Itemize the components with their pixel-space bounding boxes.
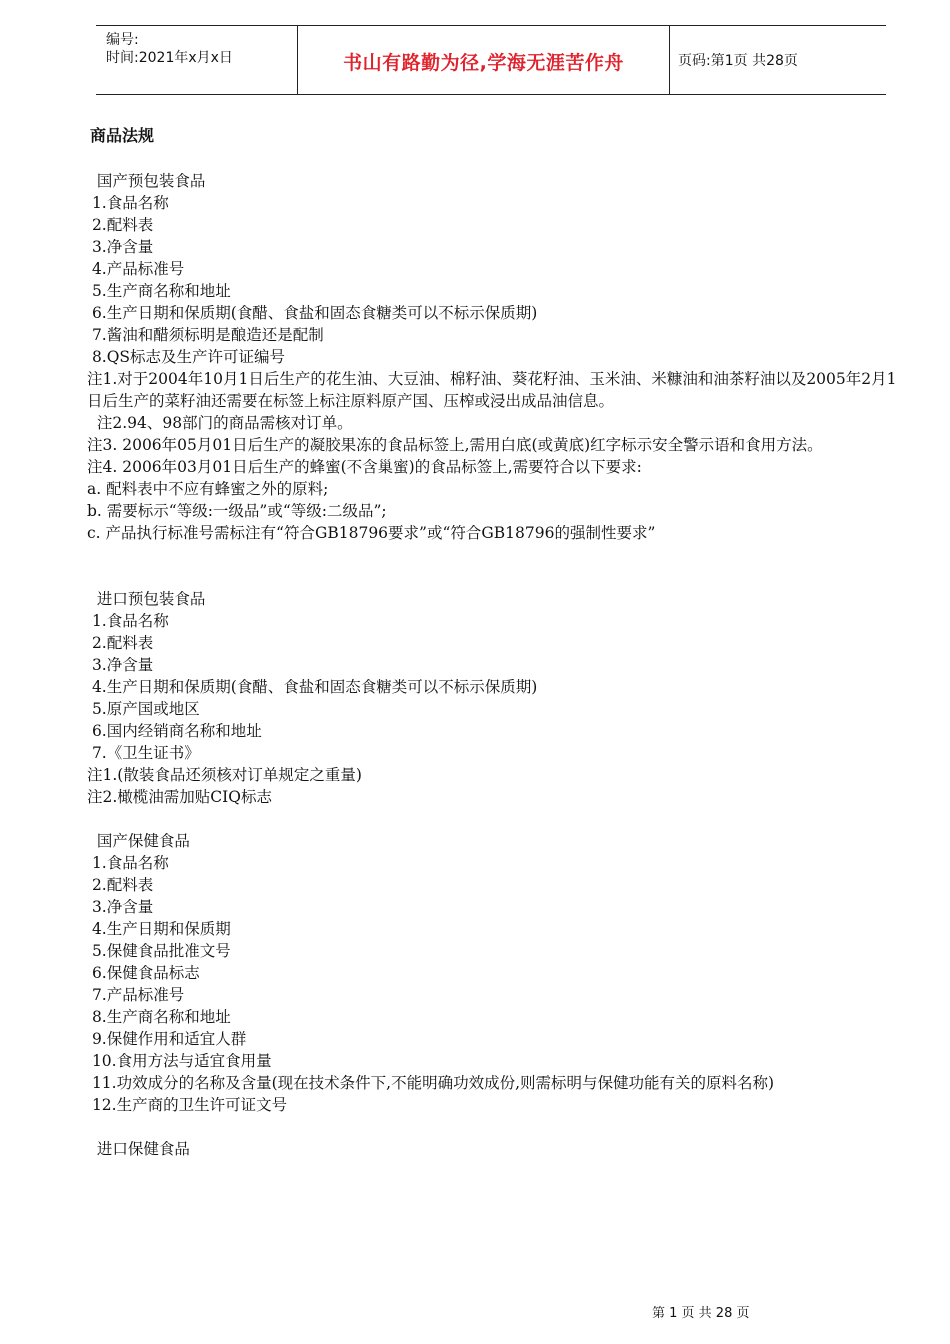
- note-subitem: c. 产品执行标准号需标注有“符合GB18796要求”或“符合GB18796的强制性要求”: [87, 524, 656, 542]
- list-item: 5.生产商名称和地址: [87, 282, 231, 300]
- list-item: 2.配料表: [87, 876, 154, 894]
- list-item: 4.生产日期和保质期: [87, 920, 231, 938]
- note: 注2.橄榄油需加贴CIQ标志: [87, 788, 272, 806]
- list-item: 5.保健食品批准文号: [87, 942, 231, 960]
- spacer: [87, 1116, 897, 1138]
- section-heading: 国产保健食品: [87, 832, 190, 850]
- list-item: 6.生产日期和保质期(食醋、食盐和固态食糖类可以不标示保质期): [87, 304, 538, 322]
- list-item: 3.净含量: [87, 656, 154, 674]
- note: 注1.(散装食品还须核对订单规定之重量): [87, 766, 362, 784]
- list-item: 7.酱油和醋须标明是酿造还是配制: [87, 326, 324, 344]
- section-heading: 进口预包装食品: [87, 590, 206, 608]
- list-item: 4.产品标准号: [87, 260, 185, 278]
- list-item: 2.配料表: [87, 216, 154, 234]
- list-item: 6.国内经销商名称和地址: [87, 722, 262, 740]
- header-page-number: 页码:第1页 共28页: [678, 53, 798, 69]
- spacer: [87, 808, 897, 830]
- list-item: 3.净含量: [87, 238, 154, 256]
- list-item: 1.食品名称: [87, 612, 169, 630]
- section-heading: 进口保健食品: [87, 1140, 190, 1158]
- note: 注3. 2006年05月01日后生产的凝胶果冻的食品标签上,需用白底(或黄底)红字标示安全警示语和食用方法。: [87, 436, 823, 454]
- note: 注1.对于2004年10月1日后生产的花生油、大豆油、棉籽油、葵花籽油、玉米油、米糠油和油茶籽油以及2005年2月1日后生产的菜籽油还需要在标签上标注原料原产国、压榨或浸出成品油信息。: [87, 370, 897, 410]
- header-motto-cell: [298, 26, 670, 94]
- note-subitem: a. 配料表中不应有蜂蜜之外的原料;: [87, 480, 329, 498]
- list-item: 1.食品名称: [87, 854, 169, 872]
- list-item: 12.生产商的卫生许可证文号: [87, 1096, 288, 1114]
- list-item: 8.QS标志及生产许可证编号: [87, 348, 286, 366]
- header-motto: 书山有路勤为径,学海无涯苦作舟: [343, 52, 624, 74]
- document-header: [96, 25, 886, 95]
- document-time: 时间:2021年x月x日: [106, 50, 233, 66]
- list-item: 7.产品标准号: [87, 986, 185, 1004]
- list-item: 1.食品名称: [87, 194, 169, 212]
- document-body: [87, 170, 897, 1160]
- note: 注2.94、98部门的商品需核对订单。: [87, 414, 353, 432]
- header-page-cell: [670, 26, 886, 94]
- list-item: 9.保健作用和适宜人群: [87, 1030, 247, 1048]
- list-item: 10.食用方法与适宜食用量: [87, 1052, 272, 1070]
- list-item: 4.生产日期和保质期(食醋、食盐和固态食糖类可以不标示保质期): [87, 678, 538, 696]
- section-heading: 国产预包装食品: [87, 172, 206, 190]
- document-title: 商品法规: [90, 126, 155, 145]
- list-item: 7.《卫生证书》: [87, 744, 200, 762]
- spacer: [87, 544, 897, 588]
- document-number: 编号:: [106, 32, 139, 48]
- list-item: 11.功效成分的名称及含量(现在技术条件下,不能明确功效成份,则需标明与保健功能有关的原料名称): [87, 1074, 775, 1092]
- note: 注4. 2006年03月01日后生产的蜂蜜(不含巢蜜)的食品标签上,需要符合以下要求:: [87, 458, 642, 476]
- list-item: 5.原产国或地区: [87, 700, 200, 718]
- header-meta-cell: [96, 26, 298, 94]
- list-item: 6.保健食品标志: [87, 964, 200, 982]
- note-subitem: b. 需要标示“等级:一级品”或“等级:二级品”;: [87, 502, 387, 520]
- list-item: 2.配料表: [87, 634, 154, 652]
- list-item: 8.生产商名称和地址: [87, 1008, 231, 1026]
- page-footer: 第 1 页 共 28 页: [652, 1306, 750, 1321]
- list-item: 3.净含量: [87, 898, 154, 916]
